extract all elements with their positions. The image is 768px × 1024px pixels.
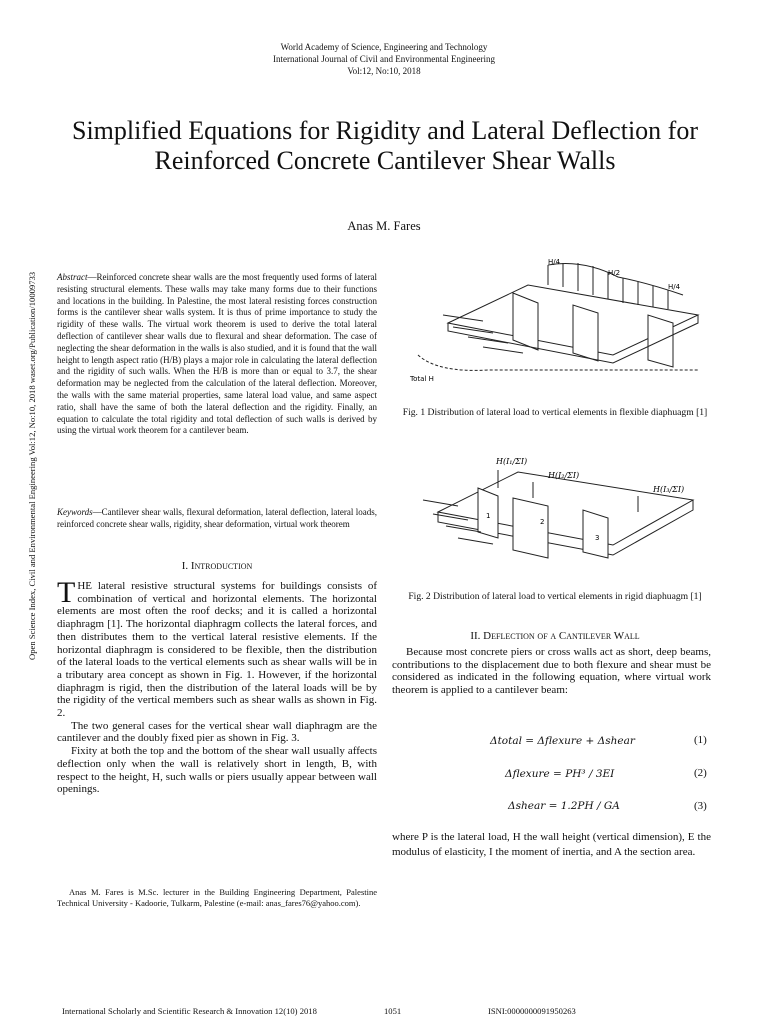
figure-2-diagram [398,440,718,575]
fig2-wall-2-label: 2 [540,518,545,526]
section-heading-deflection: II. Deflection of a Cantilever Wall [470,630,640,642]
intro-paragraph-3: Fixity at both the top and the bottom of the shear wall usually affects deflection only when the wall is relatively short in length, B, with respect to the height, H, such walls or piers usually appear between wall openings. [57,745,377,796]
author-name: Anas M. Fares [347,219,421,233]
equation-3-number: (3) [694,800,707,812]
figure-1-caption: Fig. 1 Distribution of lateral load to vertical elements in flexible diaphuagm [1] [402,407,708,418]
equation-2-number: (2) [694,767,707,779]
section-heading-introduction: I. Introduction [181,560,253,572]
keywords-label: Keywords [57,507,93,517]
header-line-2: International Journal of Civil and Environmental Engineering [273,54,495,64]
abstract [57,272,377,437]
fig1-label-total-h: Total H [410,375,434,383]
figure-2-caption: Fig. 2 Distribution of lateral load to vertical elements in rigid diaphuagm [1] [408,591,702,602]
header-line-1: World Academy of Science, Engineering and Technology [280,42,488,52]
section-2-body [392,646,711,697]
intro-paragraph-2: The two general cases for the vertical shear wall diaphragm are the cantilever and the doubly fixed pier as shown in Fig. 3. [57,719,377,745]
variable-definitions: where P is the lateral load, H the wall height (vertical dimension), E the modulus of elasticity, I the moment of inertia, and A the section area. [392,831,711,858]
side-margin-text: Open Science Index, Civil and Environmental Engineering Vol:12, No:10, 2018 waset.org/Publication/10009733 [27,271,37,660]
author-footnote: Anas M. Fares is M.Sc. lecturer in the Building Engineering Department, Palestine Technical University - Kadoorie, Tulkarm, Palestine (e-mail: anas_fares76@yahoo.com). [57,887,377,908]
abstract-text: —Reinforced concrete shear walls are the most frequently used forms of lateral resisting structural elements. These walls may take many forms due to their functions and locations in the building. In Palestine, the most lateral resisting forces construction forms is the cantilever shear walls system. It is thus of prime importance to study the rigidity of these walls. The virtual work theorem is used to derive the total lateral deflection of cantilever shear walls due to flexural and shear deformation. The case of neglecting the shear deformation in the walls is also studied, and it is found that the wall height to length aspect ratio (H/B) plays a major role in calculating the lateral deflection and the rigidity of such walls. When the H/B is more than or equal to 3.7, the shear deformation may be neglected from the calculation of the lateral deflection. Moreover, the walls with the same material properties, same lateral load value, and same aspect ratio, shall have the same of both the lateral deflection and the rigidity. Finally, an equation to calculate the total rigidity and total deflection of such walls is derived by using the virtual work theorem for a cantilever beam. [57,272,377,436]
journal-header [0,41,768,77]
footer-page-number: 1051 [384,1006,402,1016]
keywords-text: —Cantilever shear walls, flexural deformation, lateral deflection, lateral loads, reinforced concrete shear walls, rigidity, shear deformation, virtual work theorem [57,507,377,529]
figure-1-diagram [398,255,718,390]
equation-1: Δtotal = Δflexure + Δshear [490,735,635,747]
fig2-formula-2: H(I₂/ΣI) [548,471,580,480]
footer-isni: ISNI:0000000091950263 [488,1006,576,1016]
fig2-wall-3-label: 3 [595,534,600,542]
intro-paragraph-1: THE lateral resistive structural systems for buildings consists of combination of vertical and horizontal elements. The horizontal elements are most often the roof decks; and it is called a horizontal diaphragm [1]. The horizontal diaphragm collects the lateral forces, and then distributes them to the vertical lateral resistive elements. If the horizontal diaphragm is considered to be flexible, then the distribution of the lateral loads to the vertical elements such as shear walls will be in a tributary area concept as shown in Fig. 1. However, if the horizontal diaphragm is rigid, then the distribution of the lateral loads will be by the rigidity of the vertical members such as shear walls as shown in Fig. 2. [57,576,377,720]
drop-cap: T [57,576,76,609]
keywords [57,507,377,531]
equation-3: Δshear = 1.2PH / GA [508,800,620,812]
fig2-formula-3: H(I₃/ΣI) [653,485,685,494]
paper-title: Simplified Equations for Rigidity and Lateral Deflection for Reinforced Concrete Cantilever Shear Walls [71,116,698,175]
fig2-wall-1-label: 1 [486,512,491,520]
fig1-label-h4-left: H/4 [548,258,561,266]
introduction-body [57,576,377,796]
fig2-formula-1: H(I₁/ΣI) [496,457,528,466]
header-line-3: Vol:12, No:10, 2018 [347,66,421,76]
fig1-label-h2: H/2 [608,269,621,277]
abstract-label: Abstract [57,272,88,282]
equation-2: Δflexure = PH³ / 3EI [505,768,615,780]
fig1-label-h4-right: H/4 [668,283,681,291]
section-2-paragraph: Because most concrete piers or cross walls act as short, deep beams, contributions to the displacement due to both flexure and shear must be considered as indicated in the following equation, where virtual work theorem is applied to a cantilever beam: [392,646,711,697]
footer-publisher: International Scholarly and Scientific Research & Innovation 12(10) 2018 [62,1006,317,1016]
equation-1-number: (1) [694,734,707,746]
